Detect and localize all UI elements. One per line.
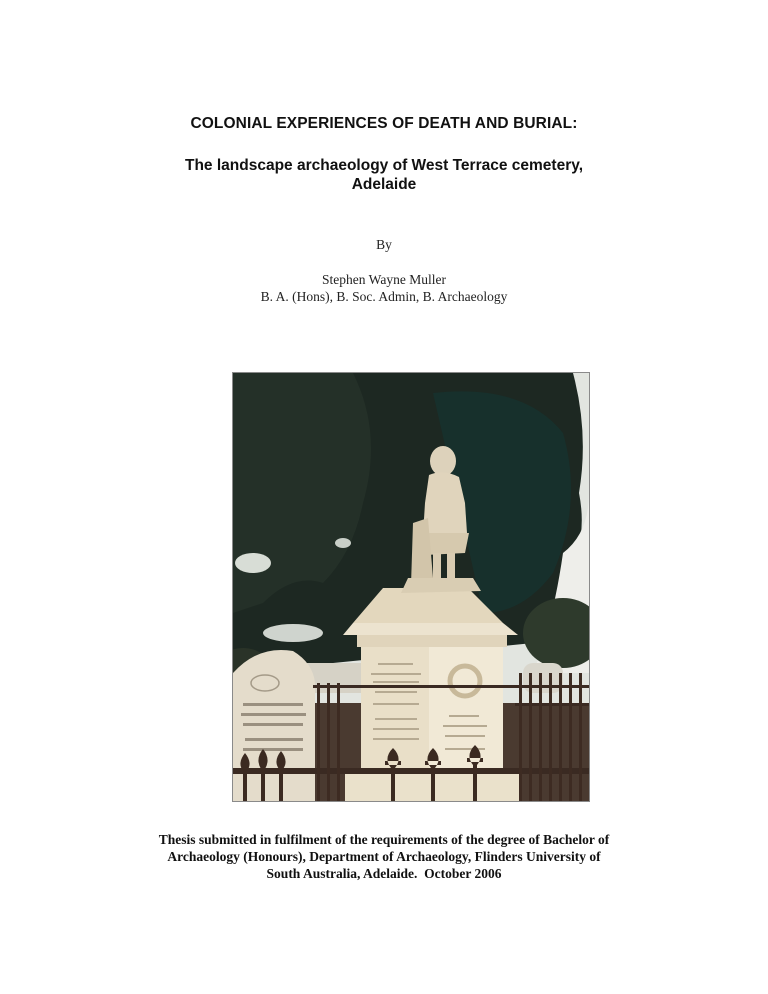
subtitle-line-1: The landscape archaeology of West Terrace cemetery, [185, 157, 583, 174]
caption-line-2: Archaeology (Honours), Department of Archaeology, Flinders University of [167, 849, 601, 864]
caption-line-3: South Australia, Adelaide. October 2006 [266, 866, 502, 881]
thesis-title: COLONIAL EXPERIENCES OF DEATH AND BURIAL: [190, 115, 578, 132]
cemetery-monument-photo [232, 372, 590, 802]
photo-illustration [233, 373, 589, 801]
thesis-statement [0, 831, 768, 882]
subtitle-line-2: Adelaide [351, 176, 417, 193]
author-block [0, 271, 768, 305]
thesis-subtitle [0, 156, 768, 194]
caption-line-1: Thesis submitted in fulfilment of the requirements of the degree of Bachelor of [158, 832, 610, 847]
by-label: By [376, 237, 392, 252]
author-name: Stephen Wayne Muller [322, 272, 446, 287]
author-degrees: B. A. (Hons), B. Soc. Admin, B. Archaeology [260, 289, 508, 304]
